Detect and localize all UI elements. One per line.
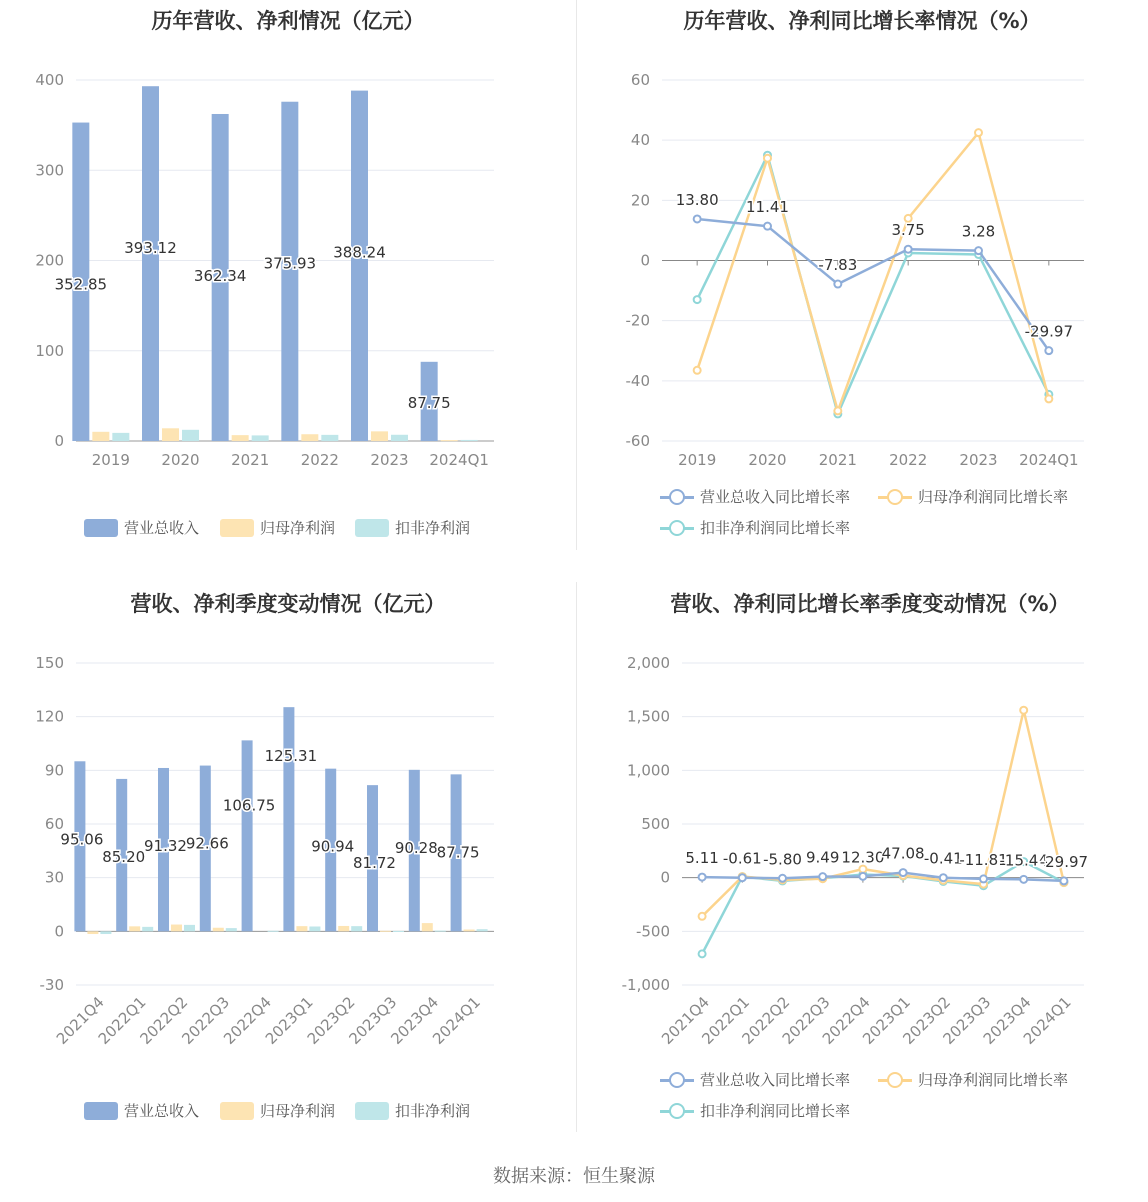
data-label: 3.28 [961,222,996,241]
y-tick-label: 0 [54,432,64,450]
bar-net-profit [422,923,433,931]
data-label: -5.80 [763,850,802,869]
point-revenue-growth [1045,347,1052,354]
legend-swatch-revenue-growth [660,1071,694,1089]
x-tick-label: 2023 [959,451,998,469]
bar-deducted-profit [112,433,129,441]
panel-quarterly-bars [0,582,576,1142]
panel-annual-growth [576,0,1148,560]
bar-net-profit [371,431,388,441]
legend-item-net[interactable]: 归母净利润 [220,517,335,538]
annual-growth-chart [576,0,1148,560]
panel-quarterly-growth [576,582,1148,1142]
data-label: 91.32 [144,836,187,855]
chart-title: 历年营收、净利情况（亿元） [151,9,425,33]
data-label: 85.20 [102,847,146,866]
point-deducted-growth [699,950,706,957]
y-tick-label: 0 [54,922,64,941]
bar-deducted-profit [351,926,362,931]
x-tick-label: 2024Q1 [429,993,484,1048]
bar-net-profit [162,428,179,441]
bar-deducted-profit [182,430,199,441]
data-label: -0.41 [923,849,963,868]
x-tick-label: 2021 [818,451,857,469]
point-revenue-growth [980,875,987,882]
legend-swatch-net [220,519,254,537]
data-label: 352.85 [54,275,108,294]
data-label: 81.72 [353,854,396,873]
legend [0,517,576,543]
bar-deducted-profit [100,931,111,934]
bar-deducted-profit [391,435,408,441]
bar-net-profit [380,931,391,932]
x-tick-label: 2021 [231,451,270,469]
y-tick-label: 60 [630,71,650,89]
data-label: -29.97 [1039,852,1089,871]
legend-swatch-net-growth [878,488,912,506]
legend [576,486,1148,546]
legend-item-revenue-growth[interactable]: 营业总收入同比增长率 [660,1069,850,1090]
series-line-net-growth [697,133,1049,411]
y-tick-label: 300 [35,161,64,180]
legend-swatch-deducted-growth [660,519,694,537]
point-net-growth [1045,395,1052,402]
x-tick-label: 2023Q1 [859,993,914,1048]
point-revenue-growth [764,223,771,230]
point-revenue-growth [859,873,866,880]
bar-deducted-profit [252,435,269,441]
x-tick-label: 2022Q4 [818,993,874,1048]
bar-revenue [142,86,159,441]
legend-item-deducted[interactable]: 扣非净利润 [355,1100,470,1121]
x-tick-label: 2024Q1 [1019,451,1079,469]
annual-bars-chart [0,0,576,560]
data-label: 393.12 [124,239,177,258]
x-tick-label: 2019 [91,451,130,469]
point-deducted-growth [694,296,701,303]
y-tick-label: 0 [660,868,670,887]
x-tick-label: 2023 [370,451,409,469]
x-tick-label: 2019 [678,451,717,469]
data-label: 125.31 [264,747,318,766]
x-tick-label: 2022Q2 [136,993,192,1048]
bar-net-profit [301,434,318,441]
bar-net-profit [232,435,249,441]
point-net-growth [699,913,706,920]
data-label: 90.94 [311,837,355,856]
y-tick-label: 0 [640,251,650,270]
x-tick-label: 2022Q1 [698,993,754,1048]
bar-revenue [283,707,294,931]
x-tick-label: 2021Q4 [658,993,713,1048]
data-label: 9.49 [805,848,840,867]
bar-deducted-profit [477,929,488,931]
x-tick-label: 2020 [748,451,787,469]
legend-item-revenue-growth[interactable]: 营业总收入同比增长率 [660,486,850,507]
panel-annual-bars [0,0,576,560]
bar-net-profit [213,928,224,932]
data-label: 12.30 [841,848,885,867]
chart-title: 营收、净利季度变动情况（亿元） [130,592,446,616]
x-tick-label: 2024Q1 [1019,993,1075,1048]
x-tick-label: 2020 [161,451,200,469]
bar-deducted-profit [461,440,478,441]
bar-net-profit [92,432,109,441]
y-tick-label: -60 [625,432,650,450]
chart-title: 营收、净利同比增长率季度变动情况（%） [670,592,1070,616]
bar-net-profit [129,926,140,931]
data-label: -11.81 [959,850,1008,869]
bar-net-profit [296,926,307,931]
legend-item-net-growth[interactable]: 归母净利润同比增长率 [878,1069,1068,1090]
x-tick-label: 2023Q1 [261,993,317,1048]
x-tick-label: 2023Q4 [387,993,443,1048]
data-label: 92.66 [185,834,229,853]
bar-deducted-profit [321,435,338,441]
legend-item-net-growth[interactable]: 归母净利润同比增长率 [878,486,1068,507]
x-tick-label: 2023Q4 [979,993,1035,1048]
x-tick-label: 2022Q3 [778,993,834,1048]
y-tick-label: 400 [35,71,64,89]
point-net-growth [975,129,982,136]
data-label: 87.75 [407,393,451,412]
data-label: 362.34 [193,266,247,285]
data-label: 90.28 [394,838,438,857]
series-line-deducted-growth [697,155,1049,414]
legend-item-revenue[interactable]: 营业总收入 [84,1100,199,1121]
series-line-net-growth [702,710,1064,916]
bar-net-profit [87,931,98,934]
bar-deducted-profit [226,928,237,931]
legend [0,1100,576,1126]
bar-deducted-profit [184,925,195,931]
data-label: -15.44 [999,851,1048,870]
legend-item-revenue[interactable]: 营业总收入 [84,517,199,538]
point-net-growth [764,155,771,162]
x-tick-label: 2023Q3 [345,993,401,1048]
data-label: 388.24 [333,243,386,262]
x-tick-label: 2022Q2 [738,993,794,1048]
chart-title: 历年营收、净利同比增长率情况（%） [683,9,1041,33]
data-label: 47.08 [881,844,925,863]
legend-swatch-net [220,1102,254,1120]
x-tick-label: 2022Q1 [94,993,150,1048]
point-revenue-growth [940,874,947,881]
x-tick-label: 2022Q4 [220,993,275,1048]
bar-deducted-profit [435,931,446,932]
bar-net-profit [171,925,182,932]
series-line-revenue-growth [702,873,1064,881]
y-tick-label: -40 [625,371,650,390]
legend-item-net[interactable]: 归母净利润 [220,1100,335,1121]
y-tick-label: 1,500 [627,707,670,726]
legend [576,1069,1148,1129]
point-revenue-growth [779,875,786,882]
data-label: 3.75 [891,221,925,240]
y-tick-label: 90 [44,761,64,780]
quarterly-growth-chart [576,582,1148,1142]
legend-swatch-revenue [84,1102,118,1120]
point-revenue-growth [905,246,912,253]
point-revenue-growth [694,215,701,222]
y-tick-label: -30 [39,976,64,994]
point-revenue-growth [699,874,706,881]
data-source-note: 数据来源：恒生聚源 [493,1166,655,1187]
point-revenue-growth [900,869,907,876]
legend-swatch-revenue-growth [660,488,694,506]
x-tick-label: 2024Q1 [429,451,489,469]
point-revenue-growth [1060,877,1067,884]
bar-net-profit [338,926,349,931]
quarterly-bars-chart [0,582,576,1142]
legend-swatch-deducted-growth [660,1102,694,1120]
y-tick-label: 1,000 [627,761,670,780]
bar-deducted-profit [309,927,320,932]
y-tick-label: 20 [630,191,650,210]
x-tick-label: 2022Q3 [178,993,234,1048]
x-tick-label: 2023Q3 [939,993,995,1048]
legend-swatch-deducted [355,1102,389,1120]
y-tick-label: -1,000 [621,976,670,994]
point-revenue-growth [739,874,746,881]
x-tick-label: 2023Q2 [899,993,955,1048]
legend-item-deducted-growth[interactable]: 扣非净利润同比增长率 [660,1100,850,1121]
y-tick-label: 100 [35,341,64,360]
x-tick-label: 2023Q2 [303,993,359,1048]
bar-revenue [242,740,253,931]
point-revenue-growth [975,247,982,254]
x-tick-label: 2022 [889,451,928,469]
bar-net-profit [464,930,475,932]
point-revenue-growth [819,873,826,880]
bar-deducted-profit [268,931,279,932]
data-label: 95.06 [60,830,104,849]
y-tick-label: 150 [35,654,64,672]
data-label: -7.83 [818,256,858,275]
x-tick-label: 2021Q4 [52,993,108,1048]
data-label: -29.97 [1024,322,1074,341]
legend-swatch-deducted [355,519,389,537]
legend-item-deducted[interactable]: 扣非净利润 [355,517,470,538]
data-label: 106.75 [222,796,276,815]
y-tick-label: 30 [44,868,64,887]
bar-deducted-profit [393,931,404,932]
point-net-growth [1020,707,1027,714]
y-tick-label: -20 [625,311,650,330]
data-label: 87.75 [436,843,480,862]
point-net-growth [834,407,841,414]
bar-deducted-profit [142,927,153,931]
y-tick-label: 40 [630,131,650,150]
point-net-growth [694,367,701,374]
y-tick-label: -500 [635,922,670,941]
y-tick-label: 60 [44,815,64,833]
point-net-growth [859,866,866,873]
x-tick-label: 2022 [300,451,339,469]
legend-swatch-revenue [84,519,118,537]
bar-net-profit [441,440,458,441]
data-label: -0.61 [722,849,762,868]
y-tick-label: 2,000 [627,654,670,672]
legend-swatch-net-growth [878,1071,912,1089]
data-label: 375.93 [263,254,317,273]
point-revenue-growth [1020,876,1027,883]
data-label: 5.11 [685,849,719,868]
y-tick-label: 200 [35,251,64,270]
legend-item-deducted-growth[interactable]: 扣非净利润同比增长率 [660,517,850,538]
y-tick-label: 500 [641,815,670,833]
point-revenue-growth [834,281,841,288]
y-tick-label: 120 [35,707,64,726]
data-label: 13.80 [675,190,719,209]
data-label: 11.41 [746,198,789,217]
bar-revenue [351,91,368,441]
